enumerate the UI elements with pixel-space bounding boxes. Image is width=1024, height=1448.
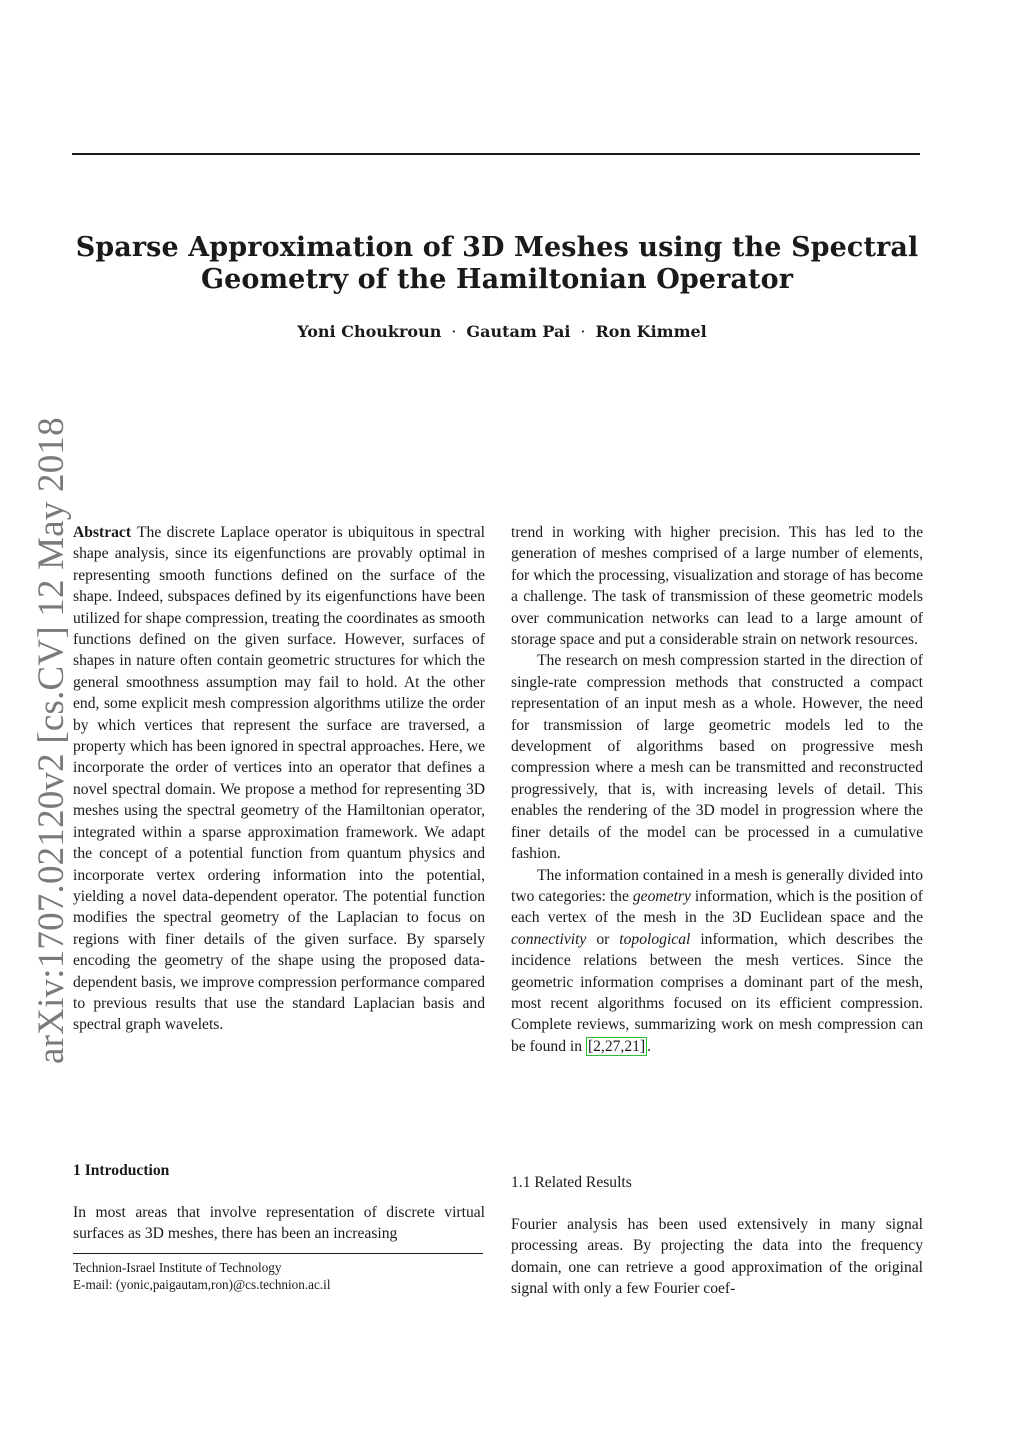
- abstract-text: The discrete Laplace operator is ubiquitous in spectral shape analysis, since its eigenfunctions are provably optimal in representing smooth functions defined on the surface of the shape. Indeed, subspaces defined by its eigenfunctions have been utilized for shape compression, treating the coordinates as smooth functions defined on the given surface. However, surfaces of shapes in nature often contain geometric structures for which the general smoothness assumption may fail to hold. At the other end, some explicit mesh compression algorithms utilize the order by which vertices that represent the surface are traversed, a property which has been ignored in spectral approaches. Here, we incorporate the order of vertices into an operator that defines a novel spectral domain. We propose a method for representing 3D meshes using the spectral geometry of the Hamiltonian operator, integrated within a sparse approximation framework. We adapt the concept of a potential function from quantum physics and incorporate vertex ordering information into the potential, yielding a novel data-dependent operator. The potential function modifies the spectral geometry of the Laplacian to focus on regions with finer details of the given surface. By sparsely encoding the geometry of the shape using the proposed data-dependent basis, we improve compression performance compared to previous results that use the standard Laplacian basis and spectral graph wavelets.: [73, 524, 485, 1034]
- title-line-2: Geometry of the Hamiltonian Operator: [200, 264, 794, 295]
- citation-link[interactable]: [2,27,21]: [587, 1037, 646, 1055]
- intro-paragraph: In most areas that involve representation of discrete virtual surfaces as 3D meshes, there has been an increasing: [73, 1204, 485, 1243]
- related-results-column: [511, 1214, 923, 1300]
- footnote-rule: [73, 1253, 483, 1254]
- email-address: E-mail: (yonic,paigautam,ron)@cs.technion.ac.il: [73, 1277, 331, 1292]
- author-separator: ·: [451, 322, 457, 341]
- arxiv-identifier-stamp: arXiv:1707.02120v2 [cs.CV] 12 May 2018: [31, 417, 72, 1064]
- intro-paragraph: The information contained in a mesh is generally divided into two categories: the geometry information, which is the position of each vertex of the mesh in the 3D Euclidean space and the connectivity or topological information, which describes the incidence relations between the mesh vertices. Since the geometric information comprises a dominant part of the mesh, most recent algorithms focused on its efficient compression. Complete reviews, summarizing work on mesh compression can be found in [2,27,21] .: [511, 866, 923, 1055]
- author-list: [72, 322, 882, 341]
- intro-start-column: [73, 1202, 485, 1245]
- author-name: Ron Kimmel: [595, 322, 707, 341]
- abstract-label: Abstract: [73, 524, 132, 541]
- author-separator: ·: [580, 322, 586, 341]
- author-name: Yoni Choukroun: [297, 322, 442, 341]
- related-paragraph: Fourier analysis has been used extensively in many signal processing areas. By projecting the data into the frequency domain, one can retrieve a good approximation of the original signal with only a few Fourier coef-: [511, 1216, 923, 1298]
- abstract-block: [73, 522, 485, 1036]
- intro-paragraph: The research on mesh compression started in the direction of single-rate compression methods that constructed a compact representation of an input mesh as a whole. However, the need for transmission of large geometric models led to the development of algorithms based on progressive mesh compression where a mesh can be transmitted and reconstructed progressively, that is, with increasing levels of detail. This enables the rendering of the 3D model in progression where the finer details of the model can be processed in a cumulative fashion.: [511, 652, 923, 863]
- footnote: [73, 1259, 331, 1293]
- title-line-1: Sparse Approximation of 3D Meshes using the Spectral: [75, 232, 919, 263]
- author-name: Gautam Pai: [466, 322, 571, 341]
- affiliation: Technion-Israel Institute of Technology: [73, 1260, 282, 1275]
- section-heading-introduction: 1 Introduction: [73, 1162, 170, 1179]
- paper-title: [72, 232, 922, 296]
- section-heading-related-results: 1.1 Related Results: [511, 1174, 632, 1191]
- header-rule: [72, 153, 920, 155]
- intro-paragraph: trend in working with higher precision. This has led to the generation of meshes comprised of a large number of elements, for which the processing, visualization and storage of has become a challenge. The task of transmission of these geometric models over communication networks can lead to a large amount of storage space and put a considerable strain on network resources.: [511, 524, 923, 649]
- intro-continued-column: [511, 522, 923, 1057]
